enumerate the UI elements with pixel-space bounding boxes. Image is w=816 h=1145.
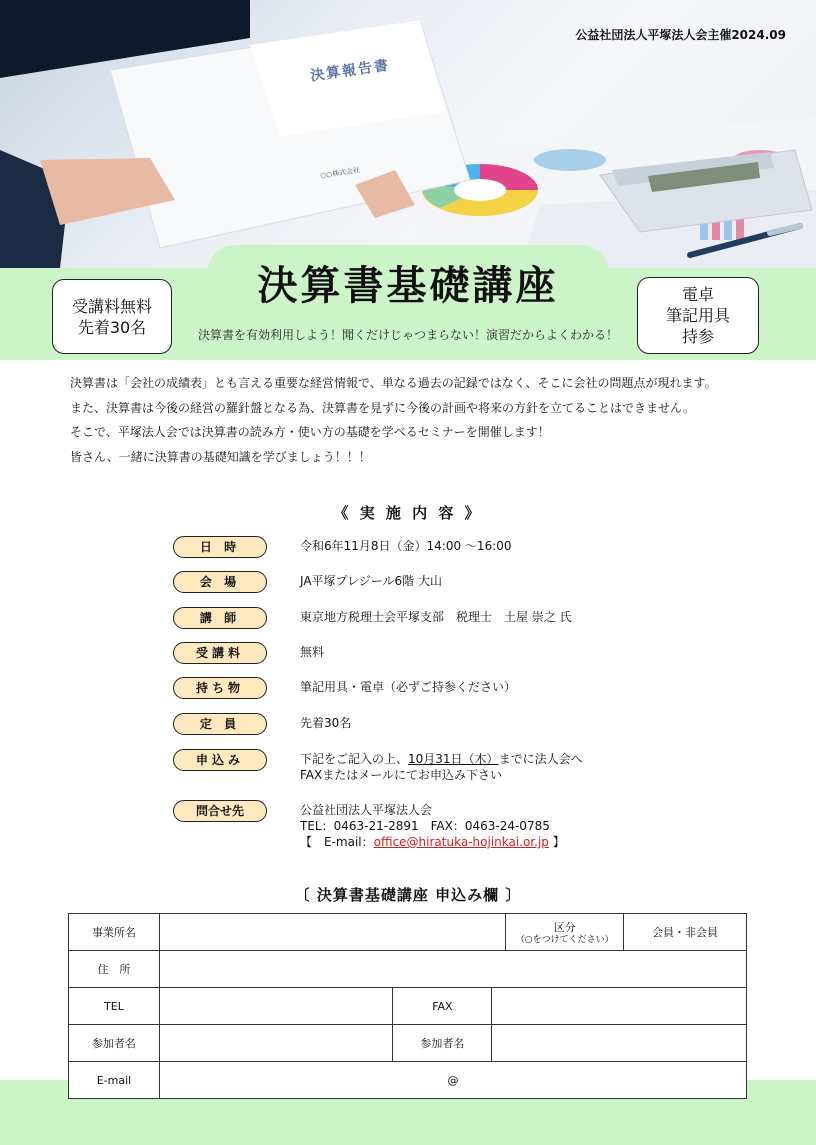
contact-phone: TEL：0463-21-2891 FAX：0463-24-0785 <box>300 819 550 833</box>
application-form-table <box>68 913 747 1099</box>
category-text: 区分 <box>553 920 576 934</box>
email-label: E-mail <box>69 1062 160 1099</box>
office-name-label: 事業所名 <box>69 914 160 951</box>
intro-line: 決算書は「会社の成績表」とも言える重要な経営情報で、単なる過去の記録ではなく、そこに会社の問題点が現れます。 <box>70 376 717 390</box>
bring-text: 持参 <box>681 327 714 346</box>
form-row-participants <box>69 1025 747 1062</box>
form-row-email <box>69 1062 747 1099</box>
fee-label: 受講料 <box>173 642 267 664</box>
apply-post: までに法人会へ <box>498 752 583 766</box>
date-label: 日 時 <box>173 536 267 558</box>
items-label: 持ち物 <box>173 677 267 699</box>
date-value: 令和6年11月8日（金）14:00 ～16:00 <box>300 539 512 553</box>
venue-value: JA平塚プレジール6階 大山 <box>300 574 442 588</box>
report-company-name: ○○株式会社 <box>319 166 361 180</box>
tagline: 決算書を有効利用しよう！聞くだけじゃつまらない！演習だからよくわかる！ <box>197 328 618 342</box>
capacity-text: 先着30名 <box>77 317 147 337</box>
organizer-date: 公益社団法人平塚法人会主催2024.09 <box>575 28 786 42</box>
apply-value <box>300 751 583 783</box>
form-row-office <box>69 914 747 951</box>
fax-field[interactable] <box>492 988 747 1025</box>
contact-value <box>300 802 565 850</box>
apply-line-1 <box>300 751 583 767</box>
free-fee-box <box>52 279 172 354</box>
apply-deadline: 10月31日（木） <box>408 752 499 766</box>
form-row-address <box>69 951 747 988</box>
free-fee-text: 受講料無料 <box>71 296 152 316</box>
bring-items-box <box>637 277 759 354</box>
capacity-label: 定 員 <box>173 713 267 735</box>
details-heading: 《 実 施 内 容 》 <box>333 504 483 522</box>
apply-pre: 下記をご記入の上、 <box>300 752 409 766</box>
category-label <box>506 914 624 951</box>
participant-2-label: 参加者名 <box>393 1025 492 1062</box>
items-value: 筆記用具・電卓（必ずご持参ください） <box>300 680 517 694</box>
fax-label: FAX <box>393 988 492 1025</box>
apply-label: 申込み <box>173 749 267 771</box>
tel-field[interactable] <box>159 988 393 1025</box>
form-heading: 〔 決算書基礎講座 申込み欄 〕 <box>294 886 522 904</box>
at-mark: @ <box>447 1073 459 1087</box>
intro-paragraph <box>70 371 770 469</box>
contact-name: 公益社団法人平塚法人会 <box>300 803 433 817</box>
participant-1-label: 参加者名 <box>69 1025 160 1062</box>
category-note: （○をつけてください） <box>515 934 614 945</box>
venue-label: 会 場 <box>173 571 267 593</box>
writing-tools-text: 筆記用具 <box>665 306 730 325</box>
capacity-value: 先着30名 <box>300 716 352 730</box>
lecturer-value: 東京地方税理士会平塚支部 税理士 土屋 崇之 氏 <box>300 610 572 624</box>
office-name-field[interactable] <box>159 914 505 951</box>
tel-label: TEL <box>69 988 160 1025</box>
lecturer-label: 講 師 <box>173 607 267 629</box>
calculator-text: 電卓 <box>681 285 714 304</box>
participant-1-field[interactable] <box>159 1025 393 1062</box>
contact-email-line <box>300 834 565 850</box>
intro-line: また、決算書は今後の経営の羅針盤となる為、決算書を見ずに今後の計画や将来の方針を立てることはできません。 <box>70 400 695 415</box>
apply-line-2: FAXまたはメールにてお申込み下さい <box>300 768 502 782</box>
member-option-field[interactable]: 会員・非会員 <box>624 914 747 951</box>
email-suffix: 】 <box>548 835 565 849</box>
report-cover-title: 決算報告書 <box>309 57 391 85</box>
participant-2-field[interactable] <box>492 1025 747 1062</box>
email-prefix: 【 E-mail： <box>300 835 374 849</box>
intro-line: 皆さん、一緒に決算書の基礎知識を学びましょう！！！ <box>70 449 371 464</box>
contact-email-link[interactable]: office@hiratuka-hojinkai.or.jp <box>373 835 549 849</box>
email-field[interactable] <box>159 1062 746 1099</box>
form-row-phone <box>69 988 747 1025</box>
fee-value: 無料 <box>300 645 325 659</box>
page-title: 決算書基礎講座 <box>257 263 559 309</box>
contact-label: 問合せ先 <box>173 800 267 822</box>
address-label: 住 所 <box>69 951 160 988</box>
intro-line: そこで、平塚法人会では決算書の読み方・使い方の基礎を学べるセミナーを開催します！ <box>70 425 550 439</box>
address-field[interactable] <box>159 951 746 988</box>
